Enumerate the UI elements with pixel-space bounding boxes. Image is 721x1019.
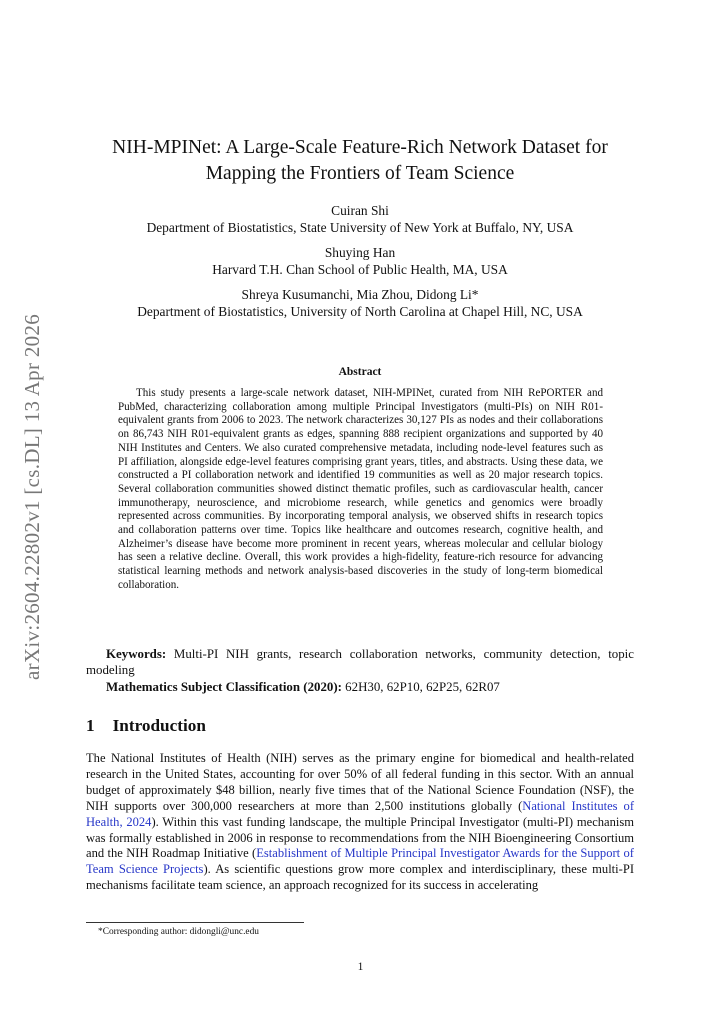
page-number: 1 <box>357 961 364 973</box>
msc-text: 62H30, 62P10, 62P25, 62R07 <box>345 680 500 694</box>
keywords-text: Multi-PI NIH grants, research collaboration networks, community detection, topic modeling <box>86 647 634 677</box>
intro-paragraph <box>86 751 634 894</box>
author-affiliation: Department of Biostatistics, University of North Carolina at Chapel Hill, NC, USA <box>137 304 583 319</box>
keywords-label: Keywords: <box>106 647 167 661</box>
arxiv-identifier-stamp: arXiv:2604.22802v1 [cs.DL] 13 Apr 2026 <box>20 313 44 680</box>
author-list <box>90 202 630 328</box>
keywords <box>86 646 634 678</box>
author-name: Shuying Han <box>324 245 396 260</box>
intro-text-1: The National Institutes of Health (NIH) serves as the primary engine for biomedical and health-related research in the United States, accounting for over 50% of all federal funding in this sector. With an annual budget of approximately $48 billion, nearly five times that of the National Science Foundation (NSF), the NIH supports over 300,000 researchers at more than 2,500 institutions globally ( <box>86 751 634 813</box>
author-block <box>90 202 630 236</box>
author-name: Shreya Kusumanchi, Mia Zhou, Didong Li* <box>241 287 479 302</box>
author-name: Cuiran Shi <box>331 203 389 218</box>
author-affiliation: Department of Biostatistics, State University of New York at Buffalo, NY, USA <box>146 220 574 235</box>
author-block <box>90 286 630 320</box>
author-affiliation: Harvard T.H. Chan School of Public Health, MA, USA <box>212 262 508 277</box>
paper-title <box>90 135 630 187</box>
footnote: *Corresponding author: didongli@unc.edu <box>98 927 259 937</box>
citation-link-multi-pi[interactable]: Establishment of Multiple Principal Investigator Awards for the Support of Team Science Projects <box>86 846 634 877</box>
footnote-divider <box>86 922 304 923</box>
intro-text-2: ). Within this vast funding landscape, the multiple Principal Investigator (multi-PI) mechanism was formally established in 2006 in response to recommendations from the NIH Bioengineering Consortium and the NIH Roadmap Initiative ( <box>86 814 635 861</box>
intro-text-3: ). As scientific questions grow more complex and interdisciplinary, these multi-PI mechanisms facilitate team science, an approach recognized for its success in accelerating <box>86 862 634 893</box>
title-line-2: Mapping the Frontiers of Team Science <box>205 163 515 184</box>
msc-label: Mathematics Subject Classification (2020): <box>106 680 342 694</box>
title-line-1: NIH-MPINet: A Large-Scale Feature-Rich Network Dataset for <box>112 137 608 158</box>
section-heading <box>86 716 634 736</box>
msc-classification <box>86 679 634 695</box>
abstract-heading: Abstract <box>338 366 382 378</box>
section-title: Introduction <box>112 716 206 735</box>
author-block <box>90 244 630 278</box>
citation-link-nih[interactable]: National Institutes of Health, 2024 <box>86 798 634 829</box>
abstract-text: This study presents a large-scale network dataset, NIH-MPINet, curated from NIH RePORTER and PubMed, characterizing collaboration among multiple Principal Investigators (multi-PIs) on NIH R01-equivalent grants from 2006 to 2023. The network characterizes 30,127 PIs as nodes and their collaborations on 86,743 NIH R01-equivalent grants as edges, spanning 888 recipient organizations and supported by 40 NIH Institutes and Centers. We also curated comprehensive metadata, including node-level features such as PI affiliation, alongside edge-level features comprising grant years, titles, and abstracts. Using these data, we constructed a PI collaboration network and identified 19 communities as well as 20 major research topics. Several collaboration communities showed distinct thematic profiles, such as cardiovascular health, cancer immunotherapy, neuroscience, and microbiome research, while genetics and genomics were broadly represented across communities. By incorporating temporal analysis, we observed shifts in research topics and collaboration patterns over time. Topics like healthcare and outcomes research, cognitive health, and Alzheimer’s disease have become more prominent in recent years, whereas molecular and cellular biology has seen a relative decline. Overall, this work provides a high-fidelity, feature-rich resource for advancing statistical learning methods and network analysis-based discoveries in the study of long-term biomedical collaboration. <box>118 387 603 591</box>
section-number: 1 <box>86 716 95 735</box>
